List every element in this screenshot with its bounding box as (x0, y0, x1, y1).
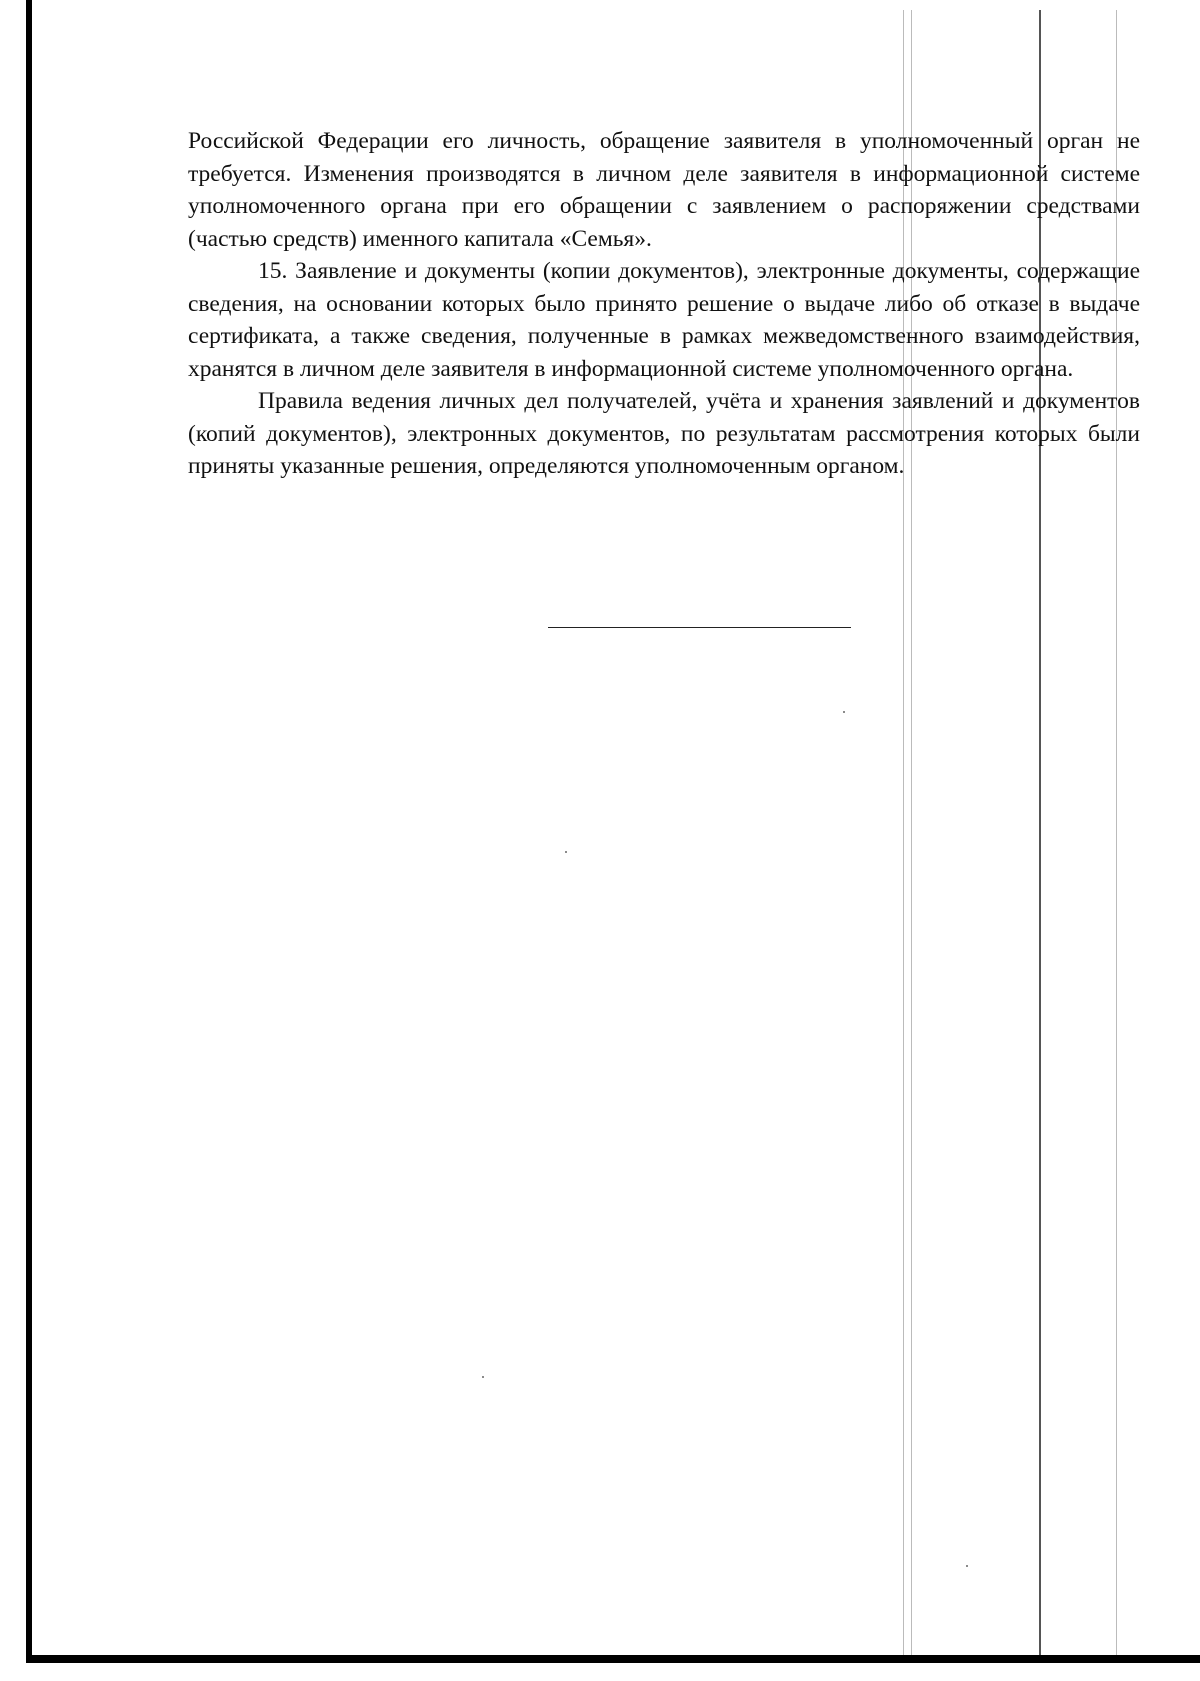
paragraph-continuation: Российской Федерации его личность, обращение заявителя в уполномоченный орган не требуется. Изменения производятся в личном деле заявителя в информационной системе уполномоченного органа при его обращении с заявлением о распоряжении средствами (частью средств) именного капитала «Семья». (188, 128, 1140, 252)
paragraph-rules: Правила ведения личных дел получателей, учёта и хранения заявлений и документов (копий документов), электронных документов, по результатам рассмотрения которых были приняты указанные решения, определяются уполномоченным органом. (188, 388, 1140, 479)
scan-bottom-border (26, 1655, 1200, 1663)
paragraph-item-15: 15. Заявление и документы (копии документов), электронные документы, содержащие сведения, на основании которых было принято решение о выдаче либо об отказе в выдаче сертификата, а также сведения, полученные в рамках межведомственного взаимодействия, хранятся в личном деле заявителя в информационной системе уполномоченного органа. (188, 258, 1140, 382)
scan-speck (966, 1565, 968, 1567)
document-body (188, 125, 1140, 483)
scan-left-border (26, 0, 32, 1663)
scan-speck (482, 1376, 484, 1378)
scan-speck (843, 711, 845, 713)
scan-speck (565, 851, 567, 853)
closing-rule (548, 627, 851, 628)
